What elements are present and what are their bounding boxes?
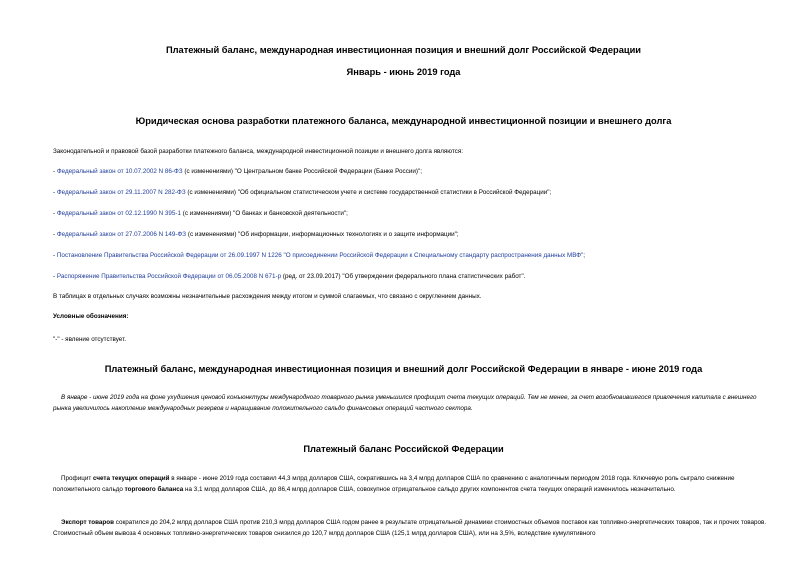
law-link[interactable]: Федеральный закон от 02.12.1990 N 395-1 xyxy=(56,210,182,217)
document-title: Платежный баланс, международная инвестиционная позиция и внешний долг Российской Федерации xyxy=(165,45,642,55)
law-link[interactable]: Федеральный закон от 10.07.2002 N 86-ФЗ xyxy=(56,168,183,175)
current-account-paragraph: Профицит счета текущих операций в январе - июне 2019 года составил 44,3 млрд долларов США, сократившись на 3,4 млрд долларов США по сравнению с аналогичным периодом 2018 года. Ключевую роль сыграло снижение положительного сальдо торгового баланса на 3,1 млрд долларов США, до 86,4 млрд долларов США, совокупное отрицательное сальдо других компонентов счета текущих операций изменилось незначительно. xyxy=(53,475,735,493)
law-item: - Федеральный закон от 10.07.2002 N 86-ФЗ (с изменениями) "О Центральном банке Российской Федерации (Банке России)"; xyxy=(53,168,422,175)
document-period: Январь - июнь 2019 года xyxy=(346,67,461,77)
law-item: - Федеральный закон от 27.07.2006 N 149-ФЗ (с изменениями) "Об информации, информационных технологиях и о защите информации"; xyxy=(53,231,459,238)
legal-intro: Законодательной и правовой базой разработки платежного баланса, международной инвестиционной позиции и внешнего долга являются: xyxy=(53,148,463,155)
symbols-heading: Условные обозначения: xyxy=(53,313,129,320)
law-item: - Федеральный закон от 29.11.2007 N 282-ФЗ (с изменениями) "Об официальном статистическом учете и системе государственной статистики в Российской Федерации"; xyxy=(53,189,552,196)
rounding-note: В таблицах в отдельных случаях возможны незначительные расхождения между итогом и суммой слагаемых, что связано с округлением данных. xyxy=(53,293,482,300)
law-link[interactable]: Постановление Правительства Российской Федерации от 26.09.1997 N 1226 "О присоединении Российской Федерации к Специальному стандарту распространения данных МВФ" xyxy=(56,252,584,259)
law-item: - Постановление Правительства Российской Федерации от 26.09.1997 N 1226 "О присоединении Российской Федерации к Специальному стандарту распространения данных МВФ"; xyxy=(53,252,586,259)
law-item: - Распоряжение Правительства Российской Федерации от 06.05.2008 N 671-р (ред. от 23.09.2017) "Об утверждении федерального плана статистических работ". xyxy=(53,273,526,280)
law-link[interactable]: Федеральный закон от 29.11.2007 N 282-ФЗ xyxy=(56,189,186,196)
bop-heading: Платежный баланс Российской Федерации xyxy=(303,444,504,454)
exports-paragraph: Экспорт товаров сократился до 204,2 млрд долларов США против 210,3 млрд долларов США годом ранее в результате отрицательной динамики стоимостных объемов поставок как топливно-энергетических товаров, так и прочих товаров. Стоимостный объем вывоза 4 основных топливно-энергетических товаров снизился до 120,7 млрд долларов США (125,1 млрд долларов США), или на 3,5%, вследствие кумулятивного xyxy=(53,519,767,537)
law-link[interactable]: Распоряжение Правительства Российской Федерации от 06.05.2008 N 671-р xyxy=(56,273,282,280)
symbols-item: "-" - явление отсутствует. xyxy=(53,336,127,343)
summary-paragraph: В январе - июне 2019 года на фоне ухудшения ценовой конъюнктуры международного товарного рынка уменьшился профицит счета текущих операций. Тем не менее, за счет возобновившегося привлечения капитала с внешнего рынка увеличилось накопление международных резервов и наращивание положительного сальдо финансовых операций частного сектора. xyxy=(53,394,757,412)
section-heading: Платежный баланс, международная инвестиционная позиция и внешний долг Российской Федерации в январе - июне 2019 года xyxy=(104,364,703,374)
legal-basis-heading: Юридическая основа разработки платежного баланса, международной инвестиционной позиции и внешнего долга xyxy=(135,116,672,126)
law-link[interactable]: Федеральный закон от 27.07.2006 N 149-ФЗ xyxy=(56,231,187,238)
law-item: - Федеральный закон от 02.12.1990 N 395-1 (с изменениями) "О банках и банковской деятельности"; xyxy=(53,210,348,217)
